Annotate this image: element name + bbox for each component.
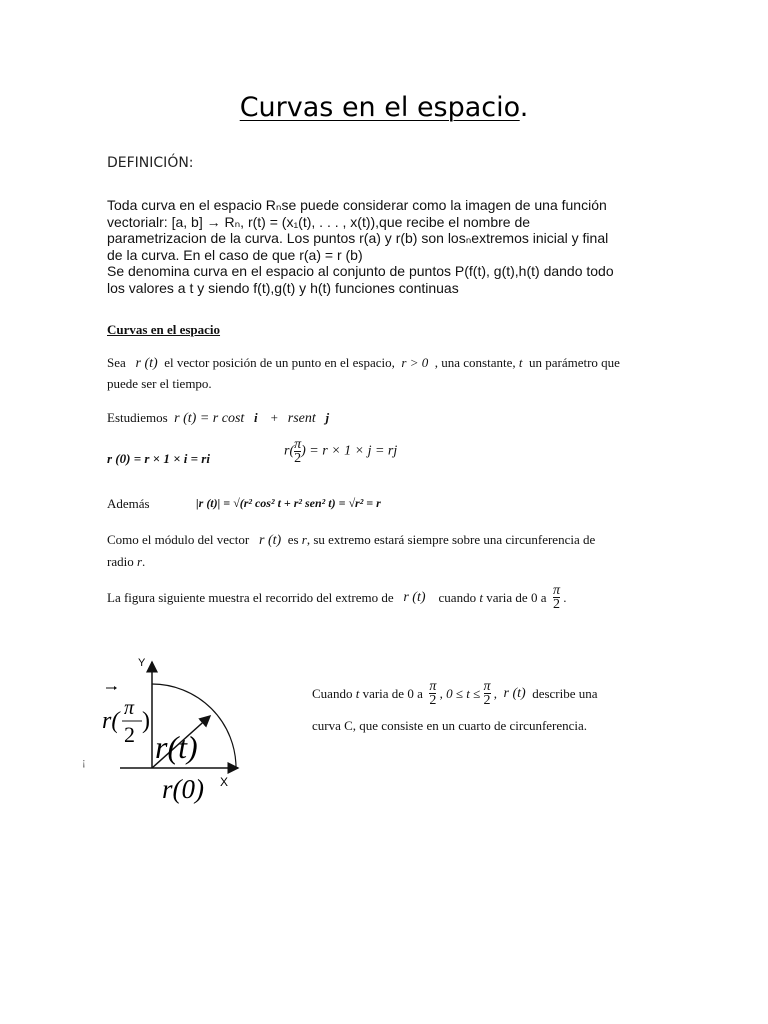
cuando-den-2: 2 <box>483 693 491 708</box>
estudiemos-plus: + <box>270 410 278 425</box>
modulo-text-3: , su extremo estará siempre sobre una circunferencia de <box>306 532 596 547</box>
figura-text-1: La figura siguiente muestra el recorrido del extremo de <box>107 589 394 605</box>
cuando-fraction-1 <box>429 680 436 707</box>
sea-math-t: t <box>518 355 523 370</box>
modulo-math-rt: r (t) <box>259 533 282 548</box>
figura-line <box>107 584 567 611</box>
definition-line: Se denomina curva en el espacio al conjunto de puntos P(f(t), g(t),h(t) dando todo <box>107 263 614 279</box>
diagram-r0: r(0) <box>162 774 204 804</box>
modulo-line <box>107 532 667 549</box>
cuando-num-2: π <box>483 679 491 694</box>
figura-den: 2 <box>552 597 560 612</box>
modulo-math-r: r <box>301 532 307 547</box>
eq-rpi2 <box>284 438 397 465</box>
sea-text-4: un parámetro que <box>528 355 620 370</box>
modulo-text-2: es <box>287 532 299 547</box>
page-title-text: Curvas en el espacio <box>239 92 520 123</box>
definition-line: de la curva. En el caso de que r(a) = r (b) <box>107 246 363 263</box>
modulo-radio-dot: . <box>142 554 146 569</box>
cuando-den-1: 2 <box>429 693 437 708</box>
figura-num: π <box>552 583 560 598</box>
x-axis-label: X <box>220 775 229 789</box>
sea-text-2: el vector posición de un punto en el espacio, <box>164 355 395 370</box>
diagram-rt: r(t) <box>155 729 198 765</box>
quarter-circle-diagram <box>80 650 280 810</box>
estudiemos-i: i <box>254 410 258 425</box>
ademas-label: Además <box>107 496 150 511</box>
vector-arrow-tip <box>114 686 117 690</box>
definition-line: los valores a t y siendo f(t),g(t) y h(t) funciones continuas <box>107 279 459 296</box>
cuando-math-t: t <box>355 685 360 701</box>
cuando-line <box>312 680 598 707</box>
definition-line: parametrizacion de la curva. Los puntos r(a) y r(b) son losₙextremos inicial y final <box>107 230 609 246</box>
sea-text-1: Sea <box>107 355 126 370</box>
figura-fraction <box>553 584 560 611</box>
ademas-line <box>107 496 381 512</box>
definition-line: Toda curva en el espacio Rₙse puede considerar como la imagen de una función <box>107 197 607 213</box>
eq-rpi2-num: π <box>294 437 302 452</box>
eq-r0-text: r (0) = r × 1 × i = ri <box>107 451 210 466</box>
definition-paragraph <box>107 197 677 296</box>
estudiemos-eq: r (t) = r cost <box>174 411 245 426</box>
estudiemos-rsent: rsent <box>287 411 316 426</box>
cuando-comma: , <box>493 685 498 701</box>
figura-end: . <box>563 589 567 605</box>
sea-text-3: , una constante, <box>434 355 516 370</box>
figura-text-3: varia de 0 a <box>486 589 547 605</box>
figura-math-t: t <box>479 589 483 605</box>
diagram-r-open: r( <box>102 708 120 734</box>
sea-math-rt: r (t) <box>135 356 158 371</box>
eq-r0 <box>107 451 210 467</box>
eq-rpi2-r: r( <box>284 443 295 459</box>
y-axis-label: Y <box>138 657 146 669</box>
cuando-line-2: curva C, que consiste en un cuarto de circunferencia. <box>312 718 588 733</box>
page-title-dot: . <box>519 92 529 123</box>
modulo-text-1: Como el módulo del vector <box>107 532 250 547</box>
figura-text-2: cuando <box>438 589 477 605</box>
definition-heading: DEFINICIÓN: <box>107 155 194 171</box>
estudiemos-j: j <box>325 410 330 425</box>
definition-line: vectorialr: [a, b] → Rₙ, r(t) = (x₁(t), . . . , x(t)),que recibe el nombre de <box>107 213 531 230</box>
cuando-fraction-2 <box>484 680 491 707</box>
section-heading: Curvas en el espacio <box>107 322 221 337</box>
modulo-line-2 <box>107 554 145 570</box>
figura-math-rt: r (t) <box>403 589 426 605</box>
diagram-close: ) <box>142 708 150 734</box>
sea-math-r0: r > 0 <box>401 355 429 370</box>
cuando-text-1: Cuando <box>312 685 353 701</box>
margin-mark: ¡ <box>82 756 86 768</box>
sea-line <box>107 355 667 372</box>
cuando-num-1: π <box>429 679 437 694</box>
cuando-text-5: describe una <box>532 685 598 701</box>
diagram-two: 2 <box>124 722 135 747</box>
cuando-text-2: varia de 0 a <box>362 685 423 701</box>
diagram-pi: π <box>124 697 135 719</box>
ademas-eq: |r (t)| = √(r² cos² t + r² sen² t) = √r² = r <box>196 496 381 510</box>
modulo-radio-r: r <box>136 554 143 569</box>
estudiemos-line <box>107 410 329 427</box>
eq-rpi2-den: 2 <box>294 451 302 466</box>
modulo-radio: radio <box>107 554 134 569</box>
eq-rpi2-rest: ) = r × 1 × j = rj <box>301 443 398 459</box>
cuando-math-rt: r (t) <box>503 685 526 701</box>
estudiemos-label: Estudiemos <box>107 410 168 425</box>
cuando-ineq: , 0 ≤ t ≤ <box>439 685 481 701</box>
sea-line-2: puede ser el tiempo. <box>107 376 212 391</box>
page-title <box>0 92 768 123</box>
